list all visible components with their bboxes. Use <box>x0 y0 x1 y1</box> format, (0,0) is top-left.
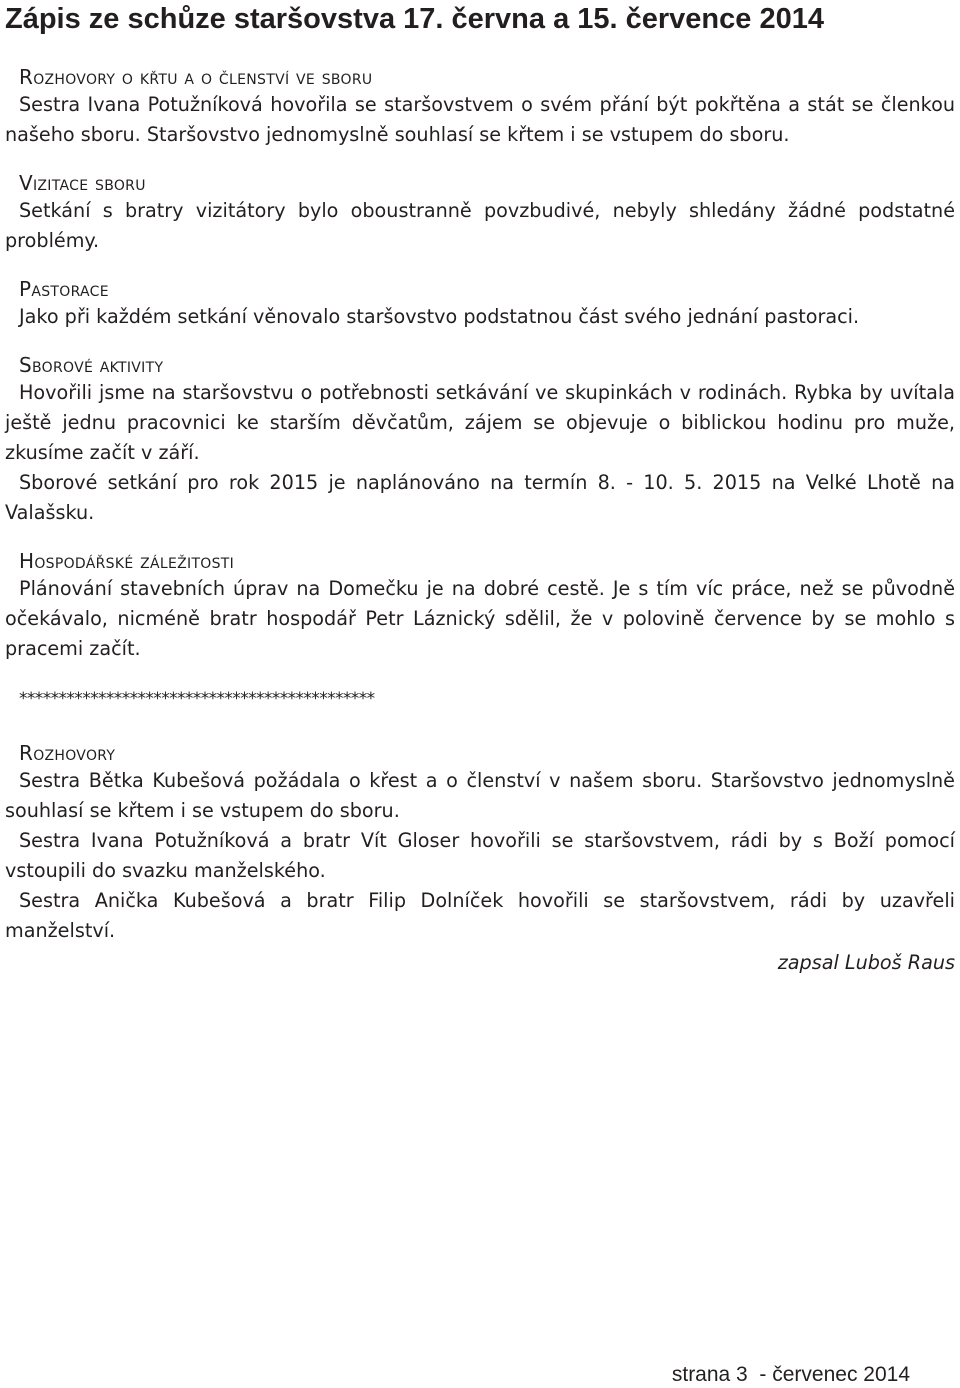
paragraph: Sestra Ivana Potužníková hovořila se staršovstvem o svém přání být pokřtěna a stát se členkou našeho sboru. Staršovstvo jednomyslně souhlasí se křtem i se vstupem do sboru. <box>5 93 955 146</box>
section-economic-matters <box>5 548 955 664</box>
section-heading: Sborové aktivity <box>19 353 164 377</box>
paragraph: Sestra Bětka Kubešová požádala o křest a o členství v našem sboru. Staršovstvo jednomyslně souhlasí se křtem i se vstupem do sboru. <box>5 769 955 822</box>
section-heading: Hospodářské záležitosti <box>19 549 235 573</box>
section-baptism-membership <box>5 64 955 150</box>
section-conversations <box>5 740 955 946</box>
paragraph: Setkání s bratry vizitátory bylo oboustranně povzbudivé, nebyly shledány žádné podstatné problémy. <box>5 199 955 252</box>
separator: ********************************************* <box>19 689 375 709</box>
page-title: Zápis ze schůze staršovstva 17. června a 15. července 2014 <box>5 3 824 35</box>
paragraph: Sestra Ivana Potužníková a bratr Vít Gloser hovořili se staršovstvem, rádi by s Boží pomocí vstoupili do svazku manželského. <box>5 829 955 882</box>
section-heading: Pastorace <box>19 277 109 301</box>
section-visitation <box>5 170 955 256</box>
paragraph: Jako při každém setkání věnovalo staršovstvo podstatnou část svého jednání pastoraci. <box>19 305 860 328</box>
paragraph: Hovořili jsme na staršovstvu o potřebnosti setkávání ve skupinkách v rodinách. Rybka by uvítala ještě jednu pracovnici ke starším děvčatům, zájem se objevuje o biblickou hodinu pro muže, zkusíme začít v září. <box>5 381 955 464</box>
document-body <box>5 64 955 978</box>
signature: zapsal Luboš Raus <box>777 951 955 974</box>
paragraph: Sborové setkání pro rok 2015 je naplánováno na termín 8. - 10. 5. 2015 na Velké Lhotě na Valašsku. <box>5 471 955 524</box>
page-footer: strana 3 - červenec 2014 <box>671 1363 910 1386</box>
section-heading: Rozhovory <box>19 741 116 765</box>
section-pastoral-care <box>5 276 955 332</box>
paragraph: Sestra Anička Kubešová a bratr Filip Dolníček hovořili se staršovstvem, rádi by uzavřeli manželství. <box>5 889 955 942</box>
section-heading: Vizitace sboru <box>19 171 146 195</box>
section-heading: Rozhovory o křtu a o členství ve sboru <box>19 65 373 89</box>
paragraph: Plánování stavebních úprav na Domečku je na dobré cestě. Je s tím víc práce, než se původně očekávalo, nicméně bratr hospodář Petr Láznický sdělil, že v polovině července by se mohlo s pracemi začít. <box>5 577 955 660</box>
section-church-activities <box>5 352 955 528</box>
